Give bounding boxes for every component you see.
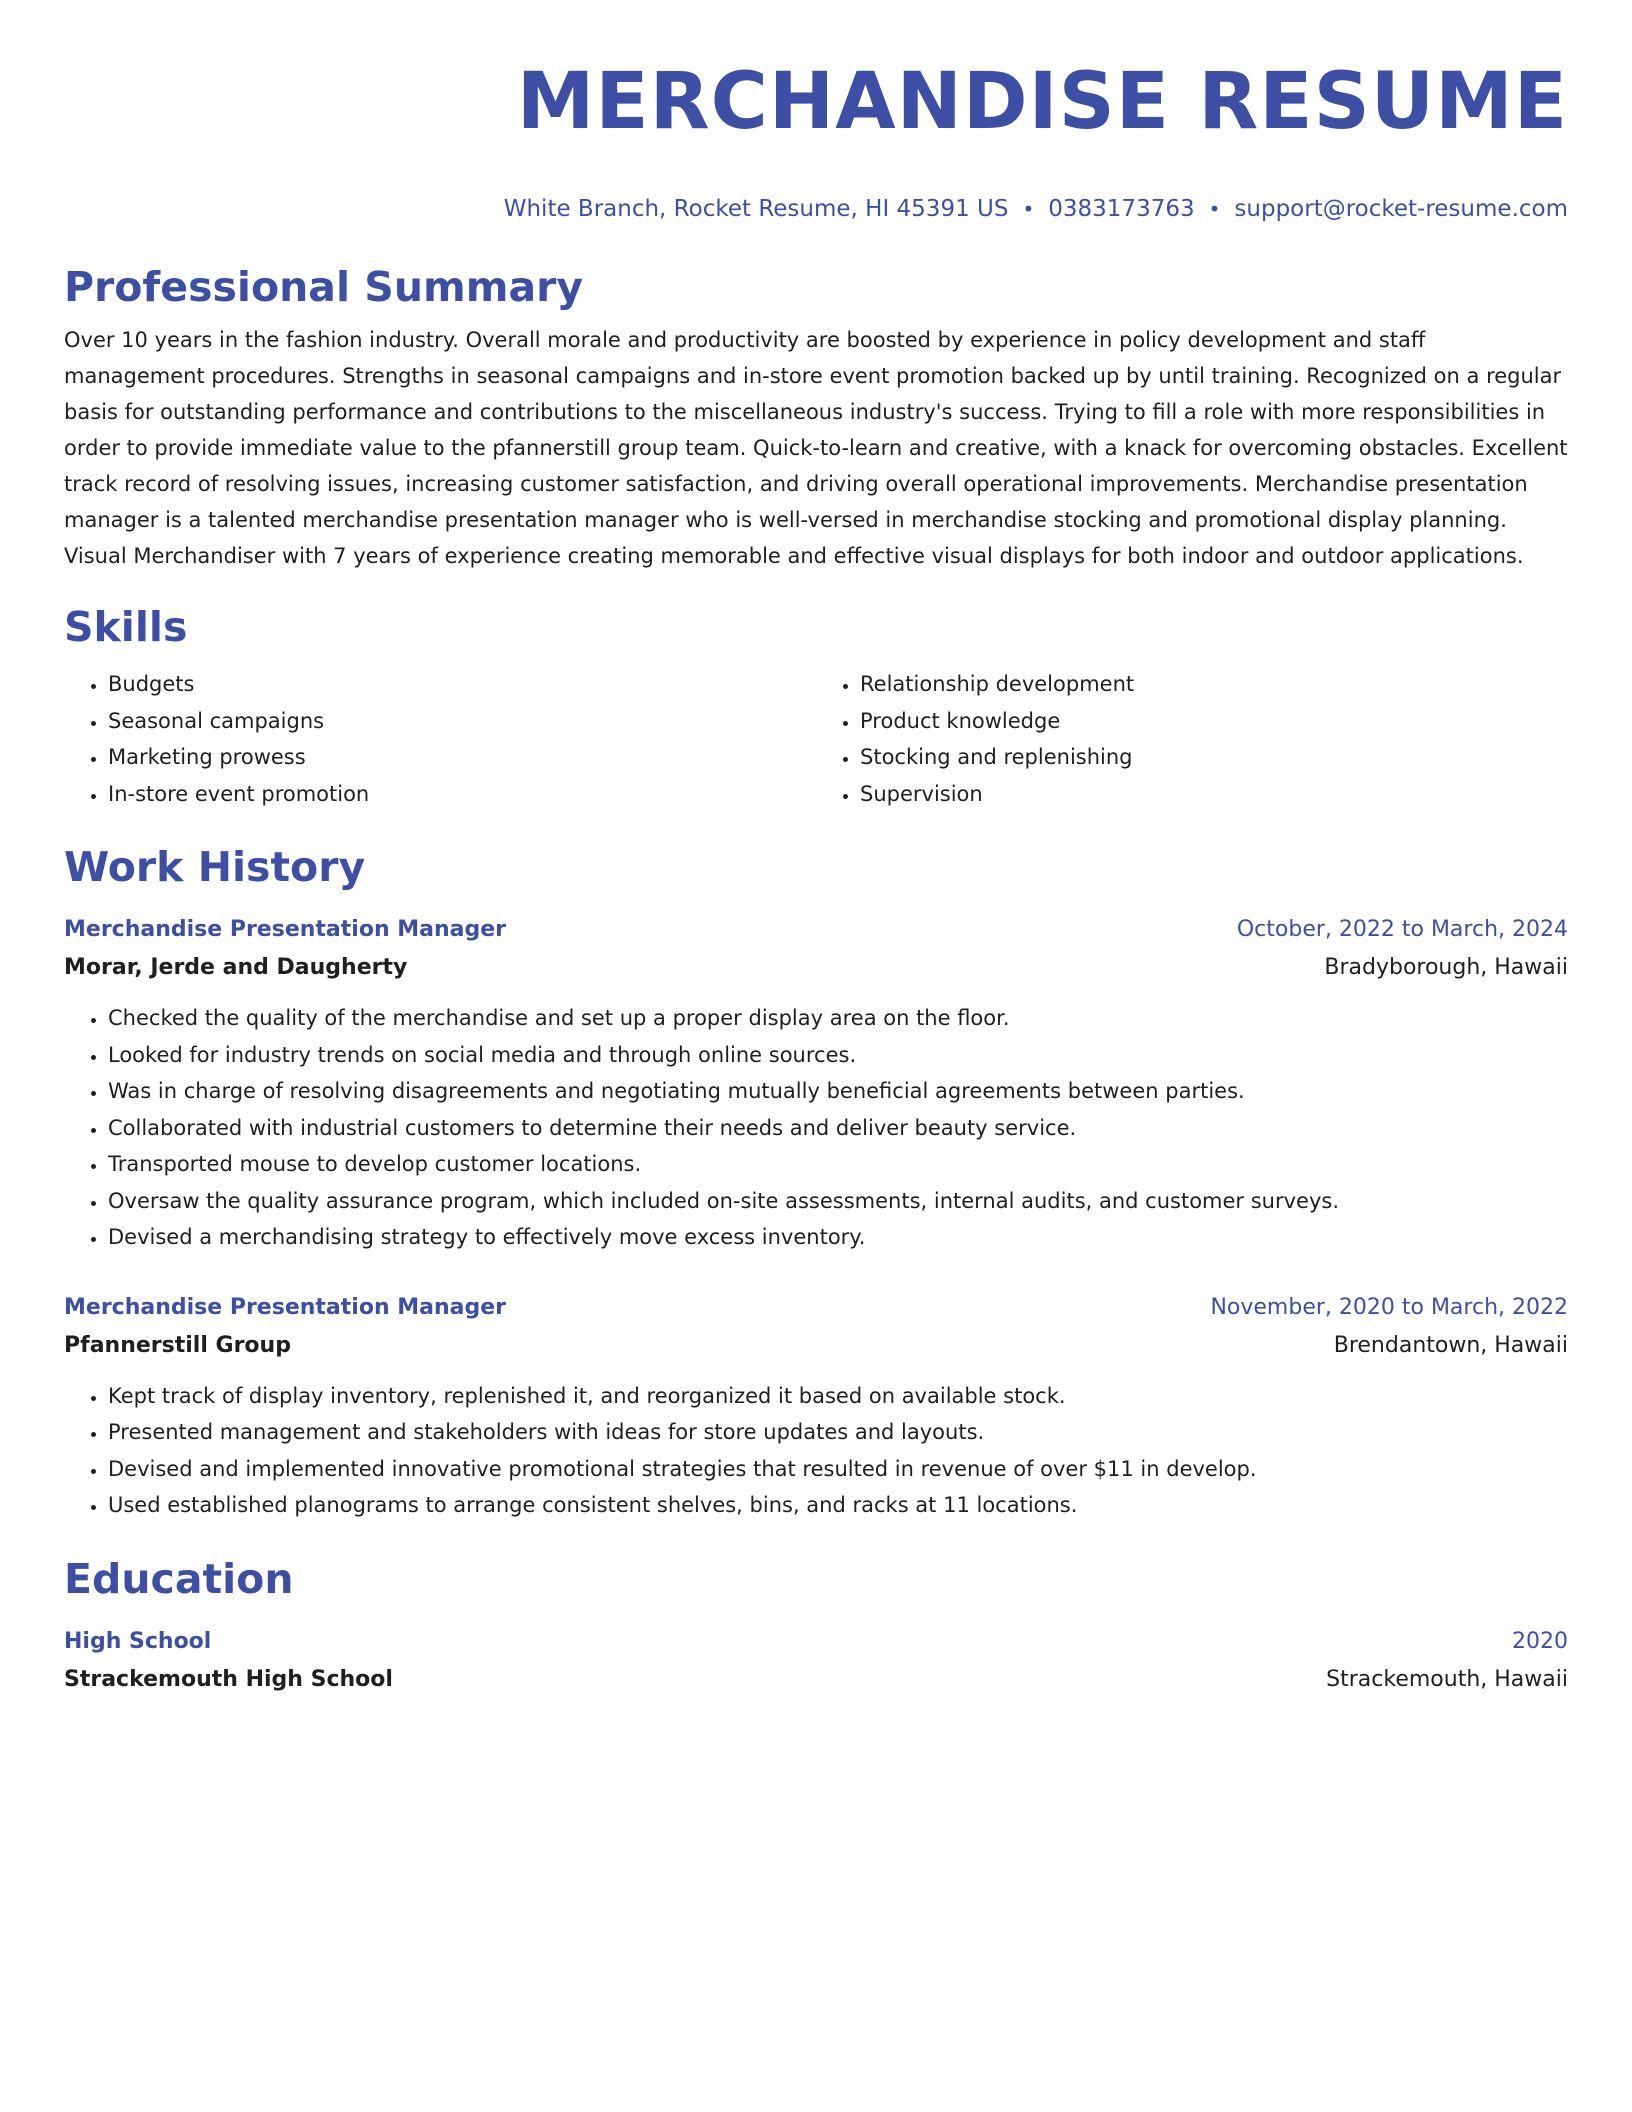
duty-item: • Kept track of display inventory, replenished it, and reorganized it based on available stock. [108, 1378, 1568, 1415]
job-location: Bradyborough, Hawaii [1324, 955, 1568, 980]
contact-address: White Branch, Rocket Resume, HI 45391 US [503, 196, 1009, 222]
summary-text: Over 10 years in the fashion industry. Overall morale and productivity are boosted by experience in policy development and staff management procedures. Strengths in seasonal campaigns and in-store event promotion backed up by until training. Recognized on a regular basis for outstanding performance and contributions to the miscellaneous industry's success. Trying to fill a role with more responsibilities in order to provide immediate value to the pfannerstill group team. Quick-to-learn and creative, with a knack for overcoming obstacles. Excellent track record of resolving issues, increasing customer satisfaction, and driving overall operational improvements. Merchandise presentation manager is a talented merchandise presentation manager who is well-versed in merchandise stocking and promotional display planning. Visual Merchandiser with 7 years of experience creating memorable and effective visual displays for both indoor and outdoor applications. [64, 328, 1568, 568]
job-dates: November, 2020 to March, 2022 [1210, 1294, 1568, 1320]
skill-item: • Marketing prowess [108, 739, 816, 776]
duty-item: • Was in charge of resolving disagreements and negotiating mutually beneficial agreements between parties. [108, 1073, 1568, 1110]
duty-item: • Collaborated with industrial customers to determine their needs and deliver beauty service. [108, 1110, 1568, 1147]
duty-item: • Devised a merchandising strategy to effectively move excess inventory. [108, 1219, 1568, 1256]
job-title: Merchandise Presentation Manager [64, 1294, 507, 1320]
skill-item: • Relationship development [860, 666, 1568, 703]
school-name: Strackemouth High School [64, 1666, 393, 1692]
duty-item: • Devised and implemented innovative promotional strategies that resulted in revenue of over $11 in develop. [108, 1451, 1568, 1488]
duty-item: • Presented management and stakeholders with ideas for store updates and layouts. [108, 1414, 1568, 1451]
skill-item: • Supervision [860, 776, 1568, 813]
summary-heading: Professional Summary [64, 263, 584, 311]
duty-item: • Used established planograms to arrange consistent shelves, bins, and racks at 11 locations. [108, 1487, 1568, 1524]
contact-phone: 0383173763 [1048, 196, 1195, 222]
work-history-heading: Work History [64, 843, 366, 891]
company-row [64, 1328, 1568, 1364]
contact-line [64, 194, 1568, 224]
job-duties [64, 1378, 1568, 1524]
skill-item: • Stocking and replenishing [860, 739, 1568, 776]
company-name: Pfannerstill Group [64, 1332, 291, 1358]
duty-item: • Looked for industry trends on social media and through online sources. [108, 1037, 1568, 1074]
skills-column-right [816, 666, 1568, 812]
duty-item: • Oversaw the quality assurance program, which included on-site assessments, internal audits, and customer surveys. [108, 1183, 1568, 1220]
school-row [64, 1662, 1568, 1698]
job-dates: October, 2022 to March, 2024 [1236, 917, 1568, 942]
education-heading: Education [64, 1554, 294, 1603]
duty-item: • Transported mouse to develop customer locations. [108, 1146, 1568, 1183]
skills-column-left [64, 666, 816, 812]
bullet-separator: • [1208, 197, 1221, 221]
graduation-year: 2020 [1512, 1628, 1568, 1654]
skills-list [64, 666, 1568, 812]
education-entry [64, 1624, 1568, 1698]
job-title-row [64, 1290, 1568, 1326]
degree-row [64, 1624, 1568, 1660]
job-title-row [64, 912, 1568, 948]
company-name: Morar, Jerde and Daugherty [64, 955, 408, 980]
contact-email: support@rocket-resume.com [1234, 196, 1568, 222]
skill-item: • Budgets [108, 666, 816, 703]
degree: High School [64, 1628, 212, 1654]
skill-item: • In-store event promotion [108, 776, 816, 813]
job-title: Merchandise Presentation Manager [64, 917, 507, 942]
resume-title: MERCHANDISE RESUME [516, 57, 1568, 147]
skill-item: • Product knowledge [860, 703, 1568, 740]
job-entry [64, 912, 1568, 1256]
skill-item: • Seasonal campaigns [108, 703, 816, 740]
school-location: Strackemouth, Hawaii [1326, 1666, 1568, 1692]
job-location: Brendantown, Hawaii [1333, 1332, 1568, 1358]
job-duties [64, 1000, 1568, 1256]
skills-heading: Skills [64, 603, 188, 651]
bullet-separator: • [1022, 197, 1035, 221]
duty-item: • Checked the quality of the merchandise and set up a proper display area on the floor. [108, 1000, 1568, 1037]
job-entry [64, 1290, 1568, 1524]
company-row [64, 950, 1568, 986]
